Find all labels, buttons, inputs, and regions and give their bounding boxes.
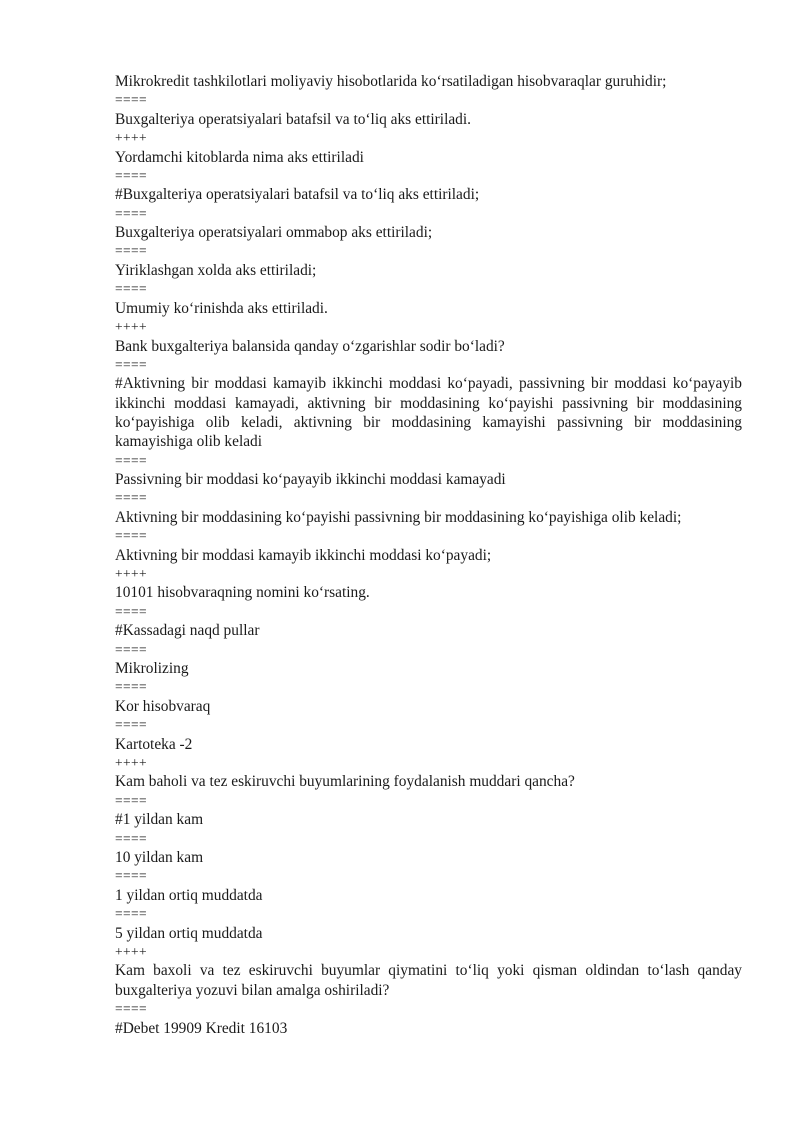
separator-line: ====	[115, 243, 148, 259]
document-page	[115, 72, 742, 1038]
separator-line: ====	[115, 830, 148, 846]
separator-line: ++++	[115, 319, 148, 335]
text-line: Buxgalteriya operatsiyalari batafsil va to‘liq aks ettiriladi.	[115, 110, 472, 128]
separator-line: ====	[115, 167, 148, 183]
separator-line: ====	[115, 490, 148, 506]
text-line: Mikrokredit tashkilotlari moliyaviy hisobotlarida ko‘rsatiladigan hisobvaraqlar guruhidir;	[115, 73, 667, 90]
text-line: Aktivning bir moddasi kamayib ikkinchi moddasi ko‘payadi;	[115, 546, 492, 564]
text-line: Kam baxoli va tez eskiruvchi buyumlar qiymatini to‘liq yoki qisman oldindan to‘lash qanday buxgalteriya yozuvi bilan amalga oshiriladi?	[115, 962, 742, 999]
separator-line: ====	[115, 641, 148, 657]
separator-line: ====	[115, 792, 148, 808]
text-line: Yordamchi kitoblarda nima aks ettiriladi	[115, 148, 364, 166]
separator-line: ====	[115, 868, 148, 884]
text-line: 5 yildan ortiq muddatda	[115, 924, 263, 942]
text-line: Umumiy ko‘rinishda aks ettiriladi.	[115, 299, 328, 317]
separator-line: ====	[115, 603, 148, 619]
text-line: Passivning bir moddasi ko‘payayib ikkinchi moddasi kamayadi	[115, 471, 506, 489]
separator-line: ====	[115, 92, 148, 108]
text-line: Bank buxgalteriya balansida qanday o‘zgarishlar sodir bo‘ladi?	[115, 337, 505, 355]
text-line: #Kassadagi naqd pullar	[115, 622, 260, 640]
text-line: Yiriklashgan xolda aks ettiriladi;	[115, 261, 317, 279]
text-line: Mikrolizing	[115, 660, 189, 678]
text-line: Aktivning bir moddasining ko‘payishi passivning bir moddasining ko‘payishiga olib keladi;	[115, 508, 682, 526]
text-line: #Aktivning bir moddasi kamayib ikkinchi moddasi ko‘payadi, passivning bir moddasi ko‘payayib ikkinchi moddasi kamayadi, aktivning bir moddasining ko‘payishi passivning bir moddasining ko‘payishiga olib keladi, aktivning bir moddasining kamayishi passivning bir moddasining kamayishiga olib keladi	[115, 375, 742, 451]
text-line: #Buxgalteriya operatsiyalari batafsil va to‘liq aks ettiriladi;	[115, 186, 480, 204]
separator-line: ====	[115, 452, 148, 468]
separator-line: ====	[115, 356, 148, 372]
separator-line: ====	[115, 205, 148, 221]
separator-line: ====	[115, 679, 148, 695]
separator-line: ++++	[115, 943, 148, 959]
text-line: Kam baholi va tez eskiruvchi buyumlarining foydalanish muddari qancha?	[115, 773, 575, 791]
text-line: Kartoteka -2	[115, 735, 193, 753]
text-line: 1 yildan ortiq muddatda	[115, 886, 263, 904]
text-line: Kor hisobvaraq	[115, 697, 211, 715]
text-line: #Debet 19909 Kredit 16103	[115, 1019, 288, 1037]
separator-line: ++++	[115, 130, 148, 146]
separator-line: ====	[115, 906, 148, 922]
separator-line: ====	[115, 528, 148, 544]
separator-line: ++++	[115, 754, 148, 770]
separator-line: ====	[115, 1001, 148, 1017]
separator-line: ++++	[115, 565, 148, 581]
text-line: 10101 hisobvaraqning nomini ko‘rsating.	[115, 584, 370, 602]
separator-line: ====	[115, 717, 148, 733]
text-line: #1 yildan kam	[115, 811, 204, 829]
text-line: 10 yildan kam	[115, 849, 204, 867]
separator-line: ====	[115, 281, 148, 297]
text-line: Buxgalteriya operatsiyalari ommabop aks ettiriladi;	[115, 224, 433, 242]
